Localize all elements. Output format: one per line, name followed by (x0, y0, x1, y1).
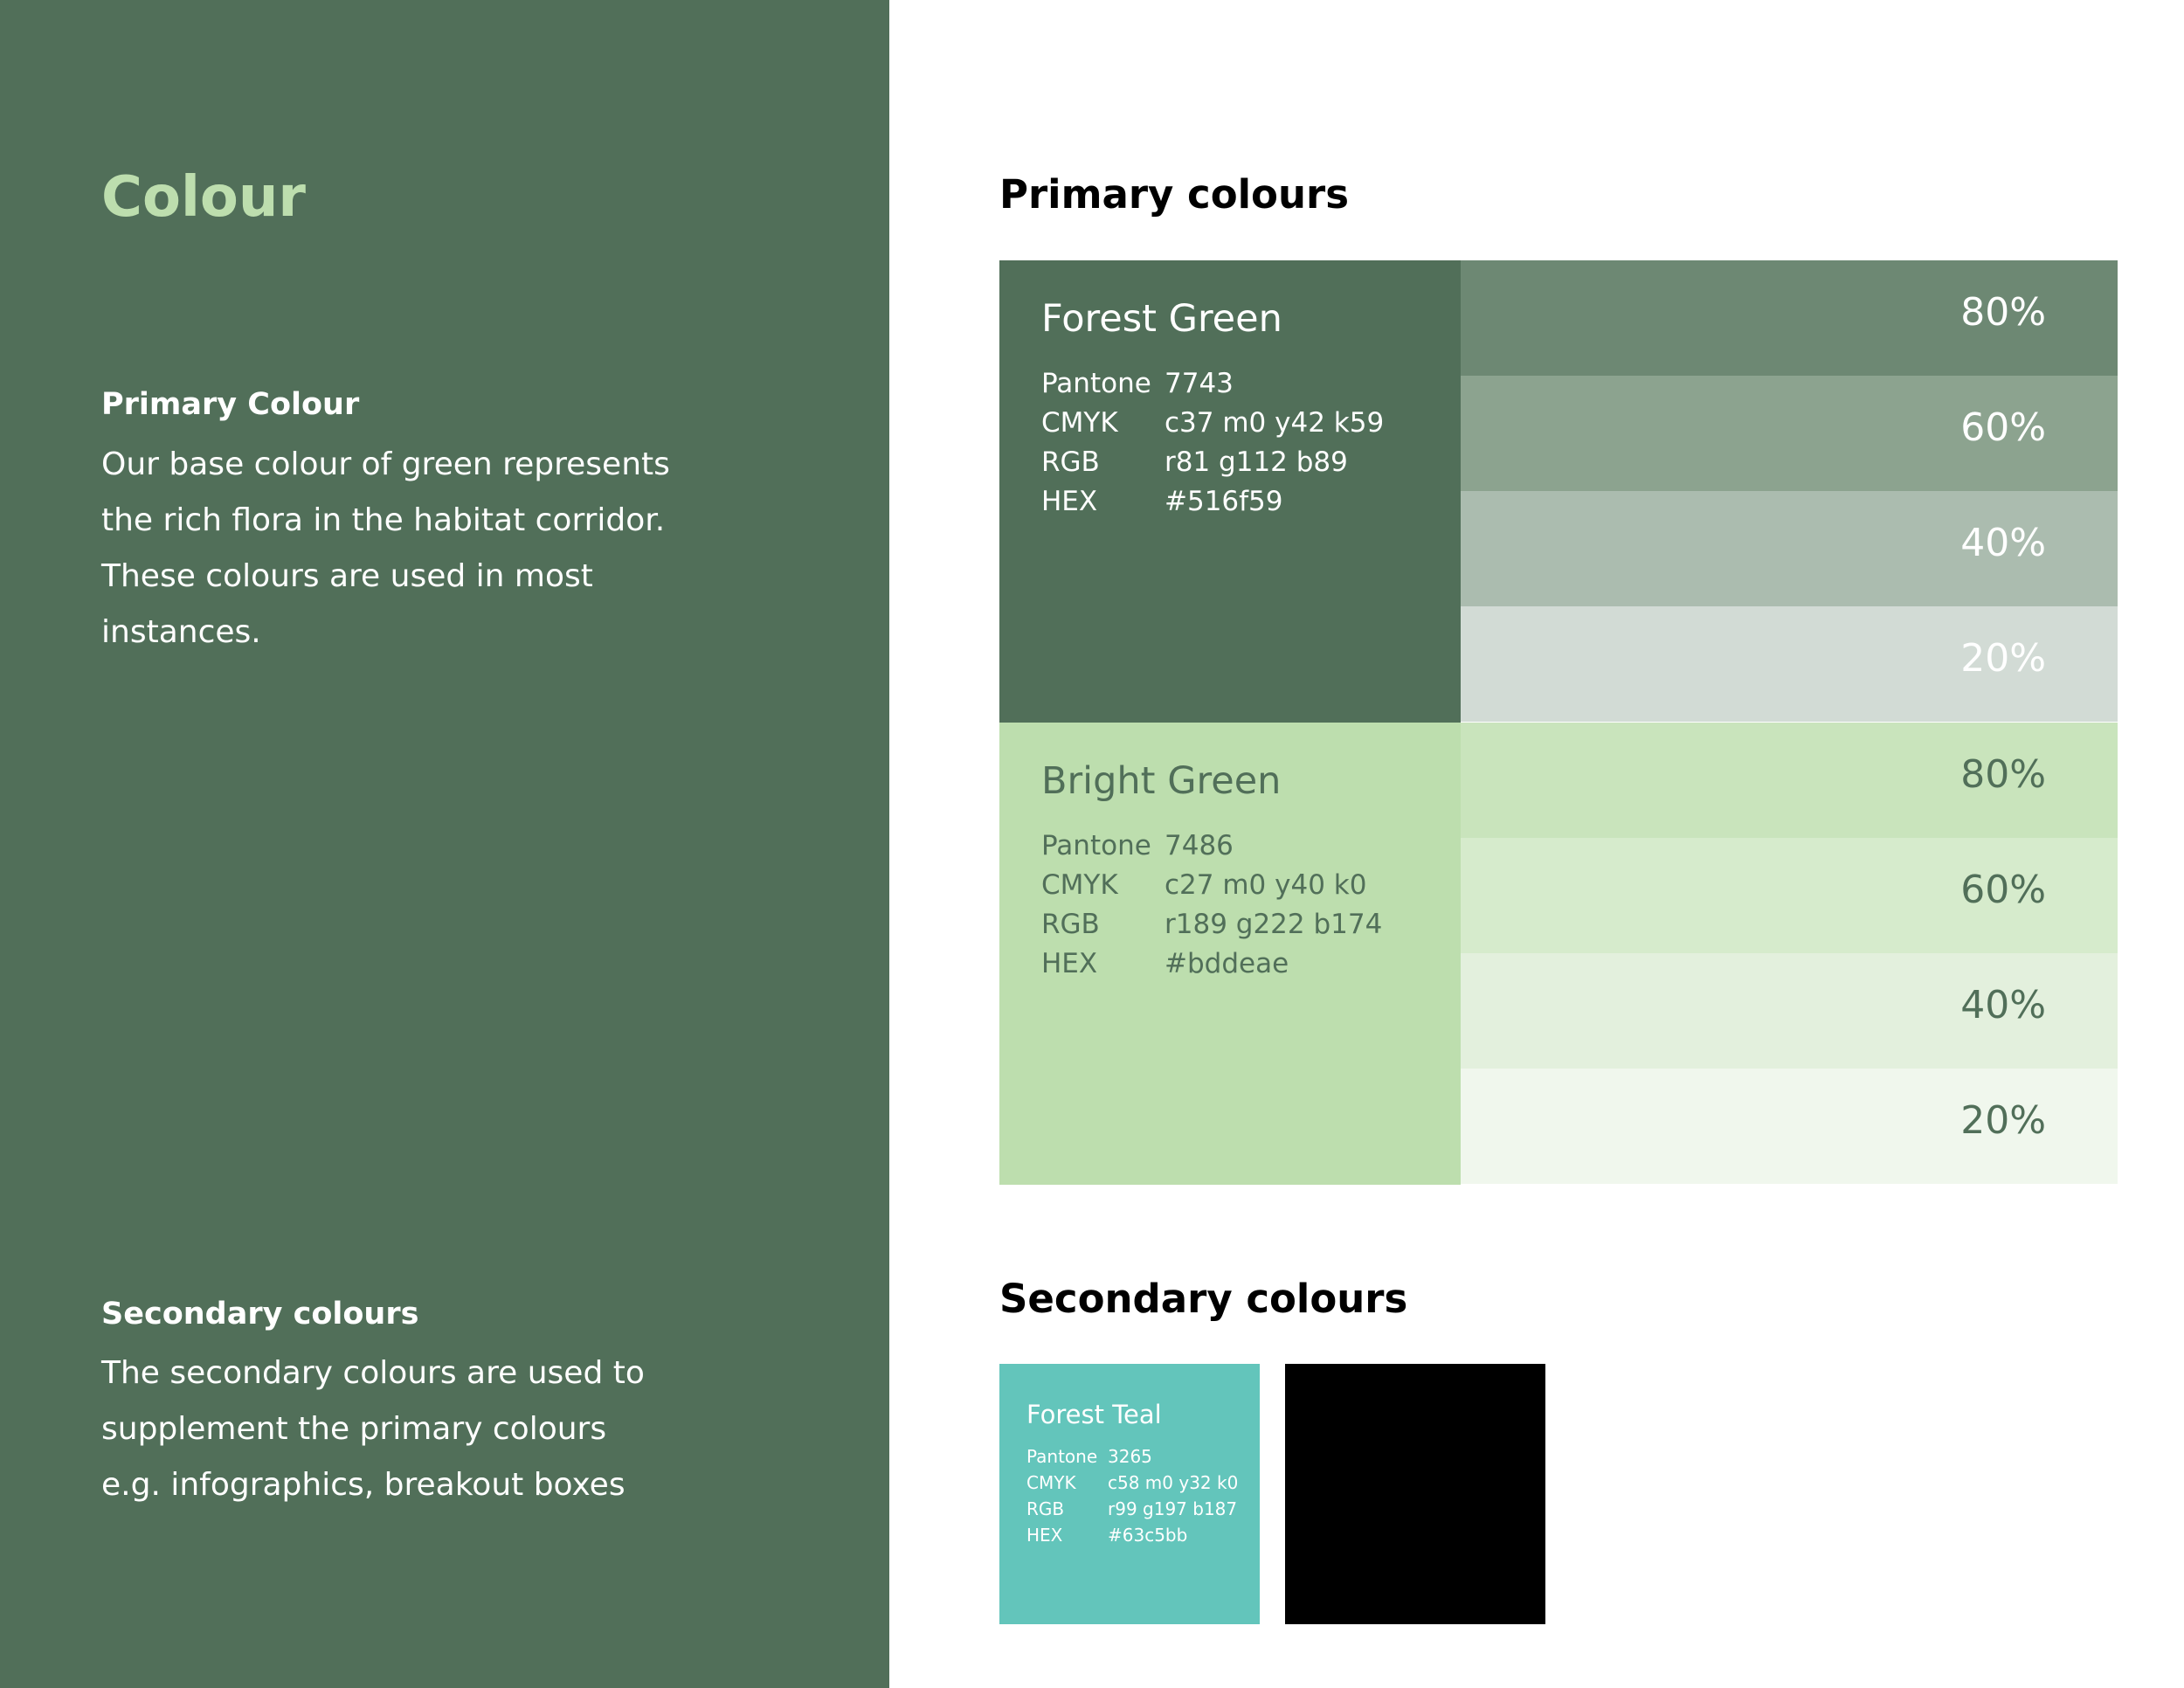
swatch-name: Bright Green (1041, 759, 1282, 803)
spec-value: #63c5bb (1108, 1525, 1188, 1546)
primary-colour-description (101, 437, 670, 661)
spec-row-hex (1041, 944, 1461, 984)
spec-value: 3265 (1108, 1446, 1152, 1467)
forest-green-swatch (999, 260, 1461, 723)
spec-row-hex (1041, 482, 1461, 522)
tint-label: 40% (1960, 521, 2046, 565)
tint-20 (1461, 1069, 2118, 1184)
spec-row-pantone (1026, 1443, 1260, 1470)
spec-row-pantone (1041, 364, 1461, 404)
primary-colours-heading: Primary colours (999, 171, 1349, 218)
spec-value: 7743 (1165, 368, 1234, 399)
tint-80 (1461, 260, 2118, 376)
description-line: e.g. infographics, breakout boxes (101, 1467, 625, 1503)
spec-label: Pantone (1041, 368, 1151, 399)
spec-value: c37 m0 y42 k59 (1165, 407, 1385, 439)
bright-green-swatch (999, 723, 1461, 1185)
forest-teal-swatch (999, 1364, 1260, 1624)
tint-label: 60% (1960, 868, 2046, 912)
spec-value: 7486 (1165, 830, 1234, 861)
spec-label: CMYK (1041, 407, 1118, 439)
tint-label: 20% (1960, 1098, 2046, 1143)
spec-label: Pantone (1041, 830, 1151, 861)
spec-value: c58 m0 y32 k0 (1108, 1472, 1239, 1493)
spec-label: CMYK (1026, 1472, 1076, 1493)
tint-60 (1461, 838, 2118, 953)
spec-value: r189 g222 b174 (1165, 909, 1383, 940)
spec-label: RGB (1041, 446, 1100, 478)
secondary-colours-heading: Secondary colours (101, 1297, 419, 1332)
spec-row-cmyk (1041, 866, 1461, 905)
primary-colour-heading: Primary Colour (101, 387, 360, 422)
spec-label: CMYK (1041, 869, 1118, 901)
spec-value: r99 g197 b187 (1108, 1498, 1238, 1519)
black-swatch (1285, 1364, 1545, 1624)
swatch-name: Forest Green (1041, 297, 1282, 341)
spec-row-rgb (1026, 1496, 1260, 1522)
spec-value: #516f59 (1165, 486, 1283, 517)
spec-label: HEX (1026, 1525, 1063, 1546)
tint-20 (1461, 606, 2118, 722)
tint-label: 20% (1960, 636, 2046, 681)
spec-row-rgb (1041, 905, 1461, 944)
forest-green-tints (1461, 260, 2118, 722)
tint-label: 40% (1960, 983, 2046, 1027)
description-line: the rich flora in the habitat corridor. (101, 502, 666, 538)
spec-value: c27 m0 y40 k0 (1165, 869, 1367, 901)
tint-80 (1461, 723, 2118, 838)
spec-value: #bddeae (1165, 948, 1289, 979)
tint-label: 60% (1960, 405, 2046, 450)
spec-row-rgb (1041, 443, 1461, 482)
description-line: supplement the primary colours (101, 1411, 607, 1447)
spec-row-cmyk (1026, 1470, 1260, 1496)
secondary-colours-title: Secondary colours (999, 1276, 1408, 1322)
spec-row-pantone (1041, 827, 1461, 866)
bright-green-tints (1461, 723, 2118, 1184)
spec-label: HEX (1041, 948, 1098, 979)
spec-label: RGB (1041, 909, 1100, 940)
tint-40 (1461, 953, 2118, 1069)
tint-40 (1461, 491, 2118, 606)
description-line: The secondary colours are used to (101, 1355, 645, 1391)
tint-60 (1461, 376, 2118, 491)
description-line: Our base colour of green represents (101, 446, 670, 482)
spec-row-hex (1026, 1522, 1260, 1548)
secondary-colours-description (101, 1346, 660, 1513)
left-panel (0, 0, 889, 1688)
description-line: These colours are used in most (101, 558, 593, 594)
description-line: instances. (101, 614, 261, 650)
spec-label: Pantone (1026, 1446, 1098, 1467)
spec-value: r81 g112 b89 (1165, 446, 1348, 478)
spec-label: RGB (1026, 1498, 1065, 1519)
tint-label: 80% (1960, 290, 2046, 335)
page-title: Colour (101, 165, 306, 230)
swatch-name: Forest Teal (1026, 1400, 1162, 1429)
spec-row-cmyk (1041, 404, 1461, 443)
spec-label: HEX (1041, 486, 1098, 517)
tint-label: 80% (1960, 752, 2046, 797)
